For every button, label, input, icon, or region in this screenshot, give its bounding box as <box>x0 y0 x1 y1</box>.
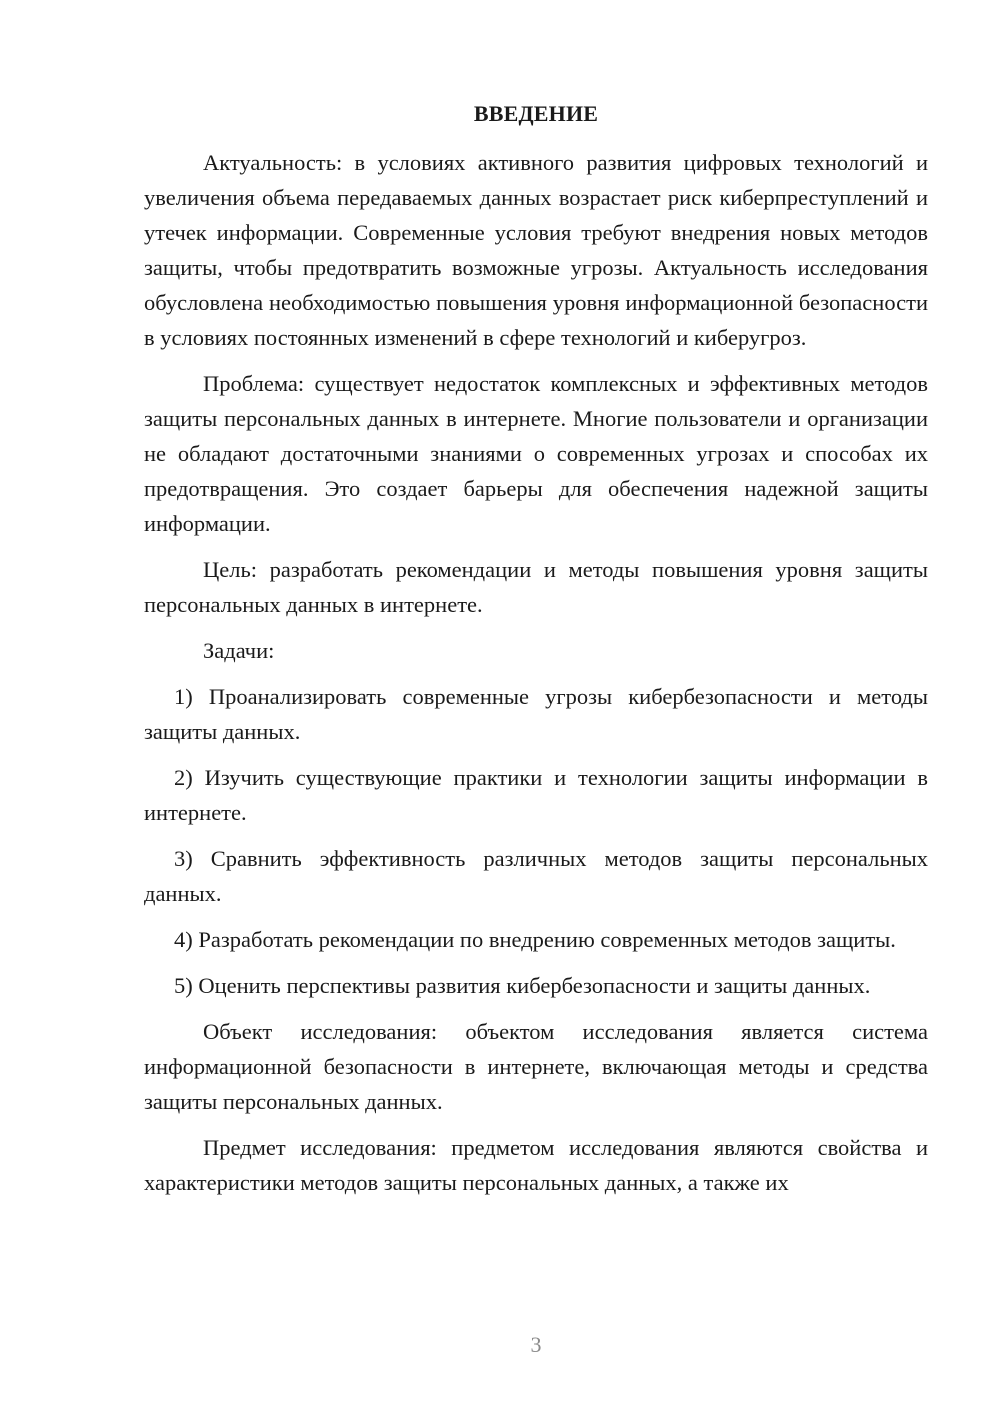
paragraph-subject: Предмет исследования: предметом исследования являются свойства и характеристики методов защиты персональных данных, а также их <box>144 1135 928 1195</box>
task-item-2: 2) Изучить существующие практики и технологии защиты информации в интернете. <box>144 765 928 825</box>
task-item-3: 3) Сравнить эффективность различных методов защиты персональных данных. <box>144 846 928 906</box>
paragraph-goal: Цель: разработать рекомендации и методы повышения уровня защиты персональных данных в интернете. <box>144 557 928 617</box>
page-number: 3 <box>530 1332 542 1357</box>
task-item-1: 1) Проанализировать современные угрозы кибербезопасности и методы защиты данных. <box>144 684 928 744</box>
paragraph-object: Объект исследования: объектом исследования является система информационной безопасности в интернете, включающая методы и средства защиты персональных данных. <box>144 1019 928 1114</box>
document-page <box>144 96 928 1211</box>
paragraph-relevance: Актуальность: в условиях активного развития цифровых технологий и увеличения объема передаваемых данных возрастает риск киберпреступлений и утечек информации. Современные условия требуют внедрения новых методов защиты, чтобы предотвратить возможные угрозы. Актуальность исследования обусловлена необходимостью повышения уровня информационной безопасности в условиях постоянных изменений в сфере технологий и киберугроз. <box>144 150 928 350</box>
task-item-5: 5) Оценить перспективы развития кибербезопасности и защиты данных. <box>174 973 871 998</box>
paragraph-problem: Проблема: существует недостаток комплексных и эффективных методов защиты персональных данных в интернете. Многие пользователи и организации не обладают достаточными знаниями о современных угрозах и способах их предотвращения. Это создает барьеры для обеспечения надежной защиты информации. <box>144 371 928 536</box>
tasks-heading: Задачи: <box>203 638 275 663</box>
task-item-4: 4) Разработать рекомендации по внедрению современных методов защиты. <box>174 927 896 952</box>
page-title: ВВЕДЕНИЕ <box>473 101 599 126</box>
